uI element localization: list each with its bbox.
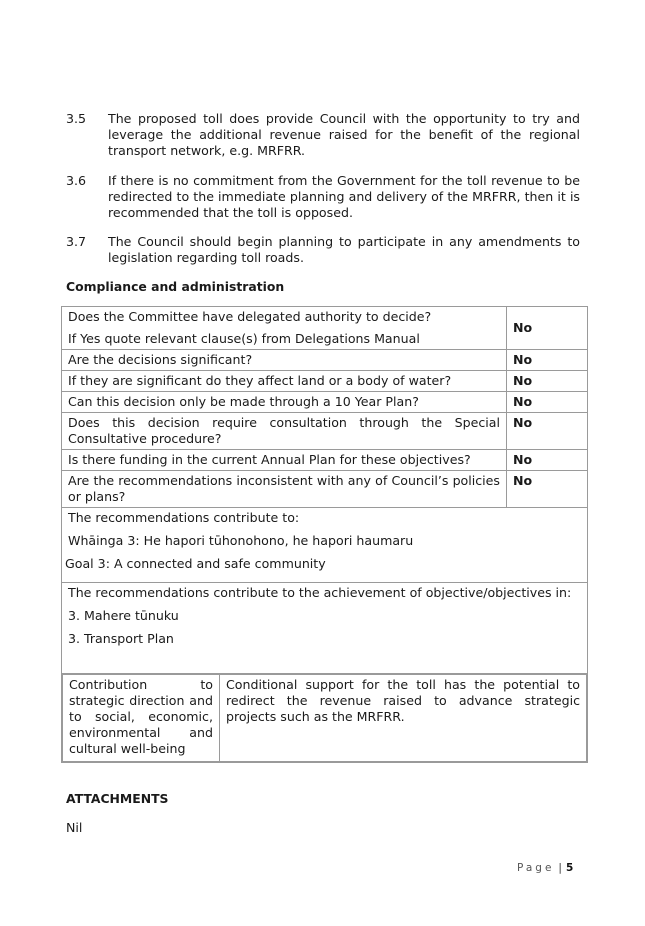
question-cell: Can this decision only be made through a 10 Year Plan? [62,392,507,413]
table-row [62,350,588,371]
objectives-cell [62,583,588,674]
contribute-intro: The recommendations contribute to: [68,510,300,525]
table-row [62,392,588,413]
paragraph-number: 3.6 [66,173,87,188]
page-footer [517,862,573,874]
answer-cell: No [507,450,588,471]
wellbeing-cell [62,674,588,763]
question-cell: If they are significant do they affect land or a body of water? [62,371,507,392]
answer-cell: No [507,307,588,350]
attachments-text: Nil [66,820,83,835]
paragraph-text: If there is no commitment from the Government for the toll revenue to be redirected to the immediate planning and delivery of the MRFRR, then it is recommended that the toll is opposed. [108,173,580,220]
answer-cell: No [507,371,588,392]
page-number: 5 [565,862,574,874]
paragraph-3-6 [66,173,580,221]
wellbeing-label: Contribution to strategic direction and to social, economic, environmental and cultural well-being [63,675,220,762]
footer-separator: | [558,862,562,874]
table-row [62,450,588,471]
goal-text: Goal 3: A connected and safe community [65,556,326,571]
question-cell [62,307,507,350]
question-cell: Are the decisions significant? [62,350,507,371]
table-row [62,583,588,674]
answer-cell: No [507,471,588,508]
table-row [62,508,588,583]
paragraph-text: The Council should begin planning to participate in any amendments to legislation regarding toll roads. [108,234,580,265]
paragraph-number: 3.7 [66,234,87,249]
question-text: Does the Committee have delegated authority to decide? [68,309,432,324]
paragraph-text: The proposed toll does provide Council with the opportunity to try and leverage the additional revenue raised for the benefit of the regional transport network, e.g. MRFRR. [108,111,580,158]
objective-item: 3. Mahere tūnuku [68,608,179,623]
answer-cell: No [507,413,588,450]
table-row [62,371,588,392]
question-cell: Does this decision require consultation through the Special Consultative procedure? [62,413,507,450]
page-label: Page [517,862,555,874]
whainga-text: Whāinga 3: He hapori tūhonohono, he hapori haumaru [68,533,414,548]
attachments-heading: ATTACHMENTS [66,791,169,806]
question-cell: Is there funding in the current Annual Plan for these objectives? [62,450,507,471]
answer-cell: No [507,350,588,371]
compliance-heading: Compliance and administration [66,279,285,294]
answer-cell: No [507,392,588,413]
contribute-cell [62,508,588,583]
compliance-table [61,306,588,763]
paragraph-3-5 [66,111,580,159]
question-subtext: If Yes quote relevant clause(s) from Delegations Manual [68,331,420,346]
table-row [62,413,588,450]
wellbeing-text: Conditional support for the toll has the potential to redirect the revenue raised to advance strategic projects such as the MRFRR. [220,675,587,762]
table-row [62,307,588,350]
objectives-intro: The recommendations contribute to the achievement of objective/objectives in: [68,585,572,600]
objective-item: 3. Transport Plan [68,631,174,646]
table-row [62,471,588,508]
question-cell: Are the recommendations inconsistent with any of Council’s policies or plans? [62,471,507,508]
paragraph-3-7 [66,234,580,266]
wellbeing-table [62,674,587,762]
paragraph-number: 3.5 [66,111,87,126]
table-row [62,674,588,763]
